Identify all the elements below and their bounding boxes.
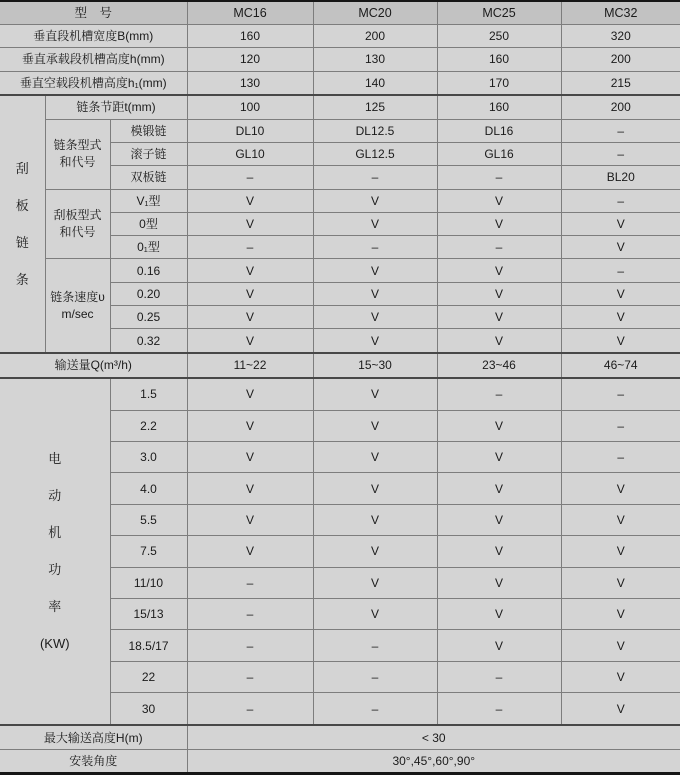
cell-value: V [437, 567, 561, 598]
cell-value: – [187, 661, 313, 692]
table-row [0, 259, 680, 282]
cell-value: GL16 [437, 142, 561, 165]
cell-value: – [313, 661, 437, 692]
cell-value: V [437, 599, 561, 630]
table-row [0, 725, 680, 749]
cell-value: – [437, 693, 561, 726]
group-label-chain-type [45, 119, 110, 189]
cell-value: GL10 [187, 142, 313, 165]
sub-row-label: 22 [110, 661, 187, 692]
table-row [0, 353, 680, 378]
model-column-header: MC20 [313, 2, 437, 25]
table-row [0, 48, 680, 71]
cell-value: 120 [187, 48, 313, 71]
cell-value: V [313, 212, 437, 235]
sub-row-label: 4.0 [110, 473, 187, 504]
cell-value: V [437, 504, 561, 535]
cell-value: – [561, 410, 680, 441]
cell-value: V [437, 329, 561, 353]
cell-value: 130 [313, 48, 437, 71]
cell-value: 15~30 [313, 353, 437, 378]
row-label: 最大输送高度H(m) [0, 725, 187, 749]
cell-value: 250 [437, 25, 561, 48]
model-column-header: MC16 [187, 2, 313, 25]
group-label [46, 137, 110, 171]
cell-value: 200 [561, 48, 680, 71]
cell-value: V [313, 567, 437, 598]
table-row [0, 119, 680, 142]
cell-value: – [561, 142, 680, 165]
sub-row-label: 模锻链 [110, 119, 187, 142]
cell-value: V [561, 599, 680, 630]
side-label-char: 电 [48, 451, 62, 467]
section-side-label-motor-power [0, 378, 110, 726]
row-label: 安装角度 [0, 749, 187, 772]
model-type-header: 型 号 [0, 2, 187, 25]
row-label: 输送量Q(m³/h) [0, 353, 187, 378]
group-label-line: 链条速度υ [50, 289, 105, 304]
cell-value: V [437, 212, 561, 235]
cell-value: V [187, 259, 313, 282]
sub-row-label: 3.0 [110, 441, 187, 472]
sub-row-label: 双板链 [110, 166, 187, 189]
sub-row-label: 7.5 [110, 536, 187, 567]
vertical-label [0, 379, 110, 725]
cell-value: V [561, 693, 680, 726]
cell-value: – [561, 259, 680, 282]
group-label [46, 207, 110, 241]
table-header-row [0, 2, 680, 25]
side-label-char: 动 [48, 488, 62, 504]
sub-row-label: 18.5/17 [110, 630, 187, 661]
cell-value: 320 [561, 25, 680, 48]
cell-value: – [561, 441, 680, 472]
cell-value: 23~46 [437, 353, 561, 378]
cell-value: V [561, 473, 680, 504]
side-label-char: 条 [15, 271, 29, 287]
cell-value: V [561, 212, 680, 235]
group-label [46, 289, 110, 323]
cell-value: V [437, 441, 561, 472]
cell-value: V [313, 473, 437, 504]
cell-value: V [437, 473, 561, 504]
cell-value: V [437, 305, 561, 328]
cell-value: V [313, 282, 437, 305]
table-row [0, 749, 680, 772]
cell-value: V [187, 378, 313, 410]
side-label-char: 功 [48, 562, 62, 578]
cell-value: – [437, 661, 561, 692]
cell-value: 160 [437, 95, 561, 119]
side-label-char: (KW) [39, 636, 70, 652]
cell-value: V [313, 305, 437, 328]
table-row [0, 378, 680, 410]
row-label: 垂直空载段机槽高度h₁(mm) [0, 71, 187, 95]
cell-value: BL20 [561, 166, 680, 189]
cell-value: V [187, 410, 313, 441]
cell-value: V [187, 305, 313, 328]
sub-row-label: 0.20 [110, 282, 187, 305]
sub-row-label: 5.5 [110, 504, 187, 535]
cell-value: V [561, 661, 680, 692]
cell-value: – [561, 119, 680, 142]
cell-value: V [313, 599, 437, 630]
sub-row-label: 0₁型 [110, 236, 187, 259]
group-label-line: 链条型式 [53, 138, 102, 153]
table-row [0, 25, 680, 48]
cell-value: DL12.5 [313, 119, 437, 142]
cell-value: – [561, 189, 680, 212]
cell-value: V [437, 189, 561, 212]
cell-value: V [313, 378, 437, 410]
sub-row-label: 30 [110, 693, 187, 726]
side-label-char: 机 [48, 525, 62, 541]
cell-value: 215 [561, 71, 680, 95]
sub-row-label: 0型 [110, 212, 187, 235]
cell-value: < 30 [187, 725, 680, 749]
cell-value: GL12.5 [313, 142, 437, 165]
sub-row-label: 1.5 [110, 378, 187, 410]
cell-value: V [187, 212, 313, 235]
cell-value: V [313, 259, 437, 282]
cell-value: V [187, 473, 313, 504]
cell-value: V [561, 329, 680, 353]
cell-value: 160 [437, 48, 561, 71]
sub-row-label: 0.16 [110, 259, 187, 282]
table-row [0, 95, 680, 119]
vertical-label [0, 96, 45, 352]
row-label: 垂直段机槽宽度B(mm) [0, 25, 187, 48]
sub-row-label: 15/13 [110, 599, 187, 630]
cell-value: – [187, 567, 313, 598]
cell-value: – [313, 236, 437, 259]
cell-value: – [187, 693, 313, 726]
cell-value: V [561, 504, 680, 535]
cell-value: V [561, 305, 680, 328]
section-side-label-scraper-chain [0, 95, 45, 353]
table-row [0, 189, 680, 212]
sub-row-label: 0.25 [110, 305, 187, 328]
model-column-header: MC25 [437, 2, 561, 25]
side-label-char: 链 [15, 234, 29, 250]
cell-value: V [437, 536, 561, 567]
cell-value: V [561, 536, 680, 567]
cell-value: – [187, 599, 313, 630]
cell-value: V [437, 410, 561, 441]
cell-value: – [561, 378, 680, 410]
cell-value: 200 [561, 95, 680, 119]
cell-value: – [187, 236, 313, 259]
cell-value: V [437, 282, 561, 305]
cell-value: V [187, 536, 313, 567]
cell-value: – [437, 378, 561, 410]
side-label-char: 率 [48, 599, 62, 615]
sub-row-label: 11/10 [110, 567, 187, 598]
sub-row-label: 2.2 [110, 410, 187, 441]
cell-value: V [187, 189, 313, 212]
cell-value: 160 [187, 25, 313, 48]
conveyor-spec-table [0, 2, 680, 772]
cell-value: V [437, 630, 561, 661]
group-label-line: 和代号 [59, 224, 96, 239]
cell-value: V [313, 329, 437, 353]
cell-value: 170 [437, 71, 561, 95]
group-label-chain-speed [45, 259, 110, 353]
cell-value: – [313, 693, 437, 726]
cell-value: V [561, 630, 680, 661]
cell-value: V [187, 504, 313, 535]
cell-value: 11~22 [187, 353, 313, 378]
cell-value: 200 [313, 25, 437, 48]
cell-value: DL16 [437, 119, 561, 142]
cell-value: V [313, 189, 437, 212]
row-label: 垂直承载段机槽高度h(mm) [0, 48, 187, 71]
cell-value: V [187, 282, 313, 305]
cell-value: V [561, 567, 680, 598]
cell-value: – [187, 166, 313, 189]
cell-value: V [187, 329, 313, 353]
cell-value: 46~74 [561, 353, 680, 378]
table-row [0, 71, 680, 95]
row-label: 链条节距t(mm) [45, 95, 187, 119]
group-label-line: 刮板型式 [53, 207, 102, 222]
cell-value: 140 [313, 71, 437, 95]
cell-value: – [187, 630, 313, 661]
cell-value: – [313, 630, 437, 661]
group-label-line: 和代号 [59, 155, 96, 170]
cell-value: V [313, 536, 437, 567]
sub-row-label: V₁型 [110, 189, 187, 212]
cell-value: 100 [187, 95, 313, 119]
cell-value: 130 [187, 71, 313, 95]
cell-value: V [561, 282, 680, 305]
cell-value: V [313, 441, 437, 472]
cell-value: V [437, 259, 561, 282]
side-label-char: 刮 [15, 160, 29, 176]
cell-value: – [437, 166, 561, 189]
side-label-char: 板 [15, 197, 29, 213]
sub-row-label: 0.32 [110, 329, 187, 353]
cell-value: V [313, 504, 437, 535]
cell-value: V [187, 441, 313, 472]
group-label-flight-type [45, 189, 110, 259]
cell-value: 30°,45°,60°,90° [187, 749, 680, 772]
cell-value: – [313, 166, 437, 189]
cell-value: DL10 [187, 119, 313, 142]
cell-value: 125 [313, 95, 437, 119]
sub-row-label: 滚子链 [110, 142, 187, 165]
group-label-line: m/sec [61, 306, 94, 321]
cell-value: V [313, 410, 437, 441]
cell-value: V [561, 236, 680, 259]
model-column-header: MC32 [561, 2, 680, 25]
cell-value: – [437, 236, 561, 259]
